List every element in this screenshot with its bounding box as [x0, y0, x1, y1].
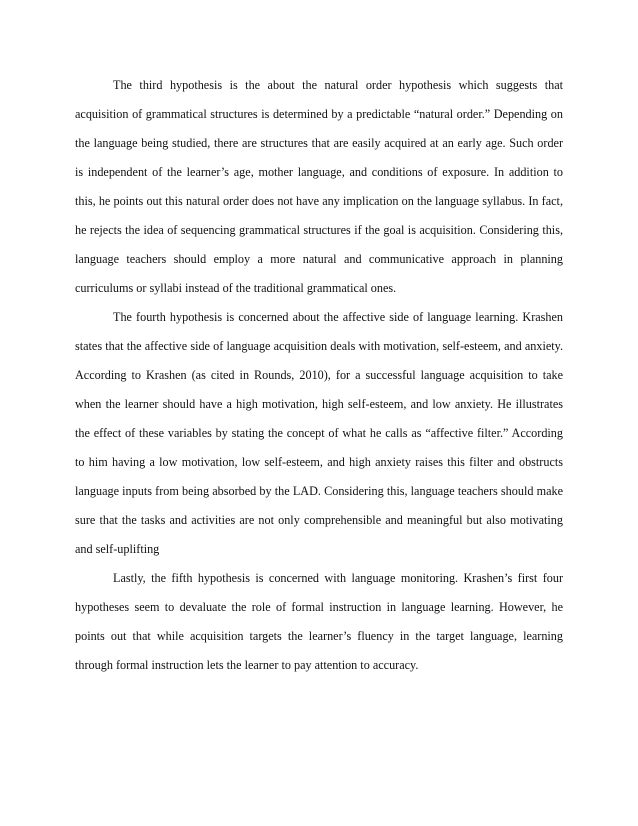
document-body — [75, 71, 563, 680]
paragraph-natural-order: The third hypothesis is the about the natural order hypothesis which suggests that acquisition of grammatical structures is determined by a predictable “natural order.” Depending on the language being studied, there are structures that are easily acquired at an early age. Such order is independent of the learner’s age, mother language, and conditions of exposure. In addition to this, he points out this natural order does not have any implication on the language syllabus. In fact, he rejects the idea of sequencing grammatical structures if the goal is acquisition. Considering this, language teachers should employ a more natural and communicative approach in planning curriculums or syllabi instead of the traditional grammatical ones. — [75, 78, 563, 295]
paragraph-monitor: Lastly, the fifth hypothesis is concerned with language monitoring. Krashen’s first four hypotheses seem to devaluate the role of formal instruction in language learning. However, he points out that while acquisition targets the learner’s fluency in the target language, learning through formal instruction lets the learner to pay attention to accuracy. — [75, 571, 563, 672]
paragraph-affective-filter: The fourth hypothesis is concerned about the affective side of language learning. Krashen states that the affective side of language acquisition deals with motivation, self-esteem, and anxiety. According to Krashen (as cited in Rounds, 2010), for a successful language acquisition to take when the learner should have a high motivation, high self-esteem, and low anxiety. He illustrates the effect of these variables by stating the concept of what he calls as “affective filter.” According to him having a low motivation, low self-esteem, and high anxiety raises this filter and obstructs language inputs from being absorbed by the LAD. Considering this, language teachers should make sure that the tasks and activities are not only comprehensible and meaningful but also motivating and self-uplifting — [75, 310, 563, 556]
